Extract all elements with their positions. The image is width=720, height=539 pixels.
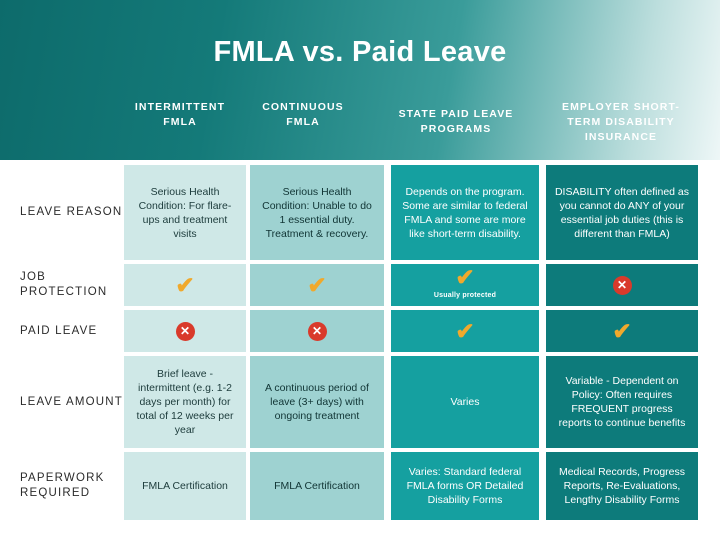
check-icon: ✔ xyxy=(455,264,475,290)
check-icon: ✔ xyxy=(455,318,475,344)
cell-leave-amount-continuous: A continuous period of leave (3+ days) with ongoing treatment xyxy=(250,356,384,448)
check-icon: ✔ xyxy=(175,272,195,298)
cell-leave-amount-employer: Variable - Dependent on Policy: Often requires FREQUENT progress reports to continue benefits xyxy=(546,356,698,448)
column-header-intermittent-fmla: INTERMITTENT FMLA xyxy=(134,101,226,128)
cell-job-protection-intermittent xyxy=(124,264,246,306)
column-header-employer-std: EMPLOYER SHORT-TERM DISABILITY INSURANCE xyxy=(561,101,680,143)
row-label-paperwork-required: PAPERWORK REQUIRED xyxy=(20,472,105,499)
cell-job-protection-employer xyxy=(546,264,698,306)
cell-leave-amount-state: Varies xyxy=(391,356,539,448)
cell-paperwork-state: Varies: Standard federal FMLA forms OR Detailed Disability Forms xyxy=(391,452,539,520)
cell-leave-reason-continuous: Serious Health Condition: Unable to do 1 essential duty. Treatment & recovery. xyxy=(250,165,384,260)
row-label-leave-amount: LEAVE AMOUNT xyxy=(20,395,124,408)
cell-paid-leave-employer xyxy=(546,310,698,352)
cell-leave-reason-state: Depends on the program. Some are similar to federal FMLA and some are more like short-term disability. xyxy=(391,165,539,260)
cell-job-protection-continuous xyxy=(250,264,384,306)
cell-note-usually-protected: Usually protected xyxy=(433,292,497,299)
cell-paperwork-intermittent: FMLA Certification xyxy=(124,452,246,520)
cell-paperwork-continuous: FMLA Certification xyxy=(250,452,384,520)
cross-circle-icon: ✕ xyxy=(176,322,195,341)
column-header-state-paid-leave: STATE PAID LEAVE PROGRAMS xyxy=(398,108,514,135)
row-label-paid-leave: PAID LEAVE xyxy=(20,324,98,337)
column-header-continuous-fmla: CONTINUOUS FMLA xyxy=(262,101,344,128)
cell-leave-reason-employer: DISABILITY often defined as you cannot do ANY of your essential job duties (this is different than FMLA) xyxy=(546,165,698,260)
icon-group xyxy=(612,318,632,344)
icon-group xyxy=(455,318,475,344)
cell-leave-amount-intermittent: Brief leave - intermittent (e.g. 1-2 days per month) for total of 12 weeks per year xyxy=(124,356,246,448)
cross-circle-icon: ✕ xyxy=(308,322,327,341)
icon-group xyxy=(433,264,497,303)
cell-leave-reason-intermittent: Serious Health Condition: For flare-ups and treatment visits xyxy=(124,165,246,260)
row-label-job-protection: JOB PROTECTION xyxy=(20,271,108,298)
icon-group xyxy=(308,322,327,341)
cell-paid-leave-state xyxy=(391,310,539,352)
icon-group xyxy=(175,272,195,298)
icon-group xyxy=(613,276,632,295)
cell-job-protection-state xyxy=(391,264,539,306)
icon-group xyxy=(307,272,327,298)
cell-paid-leave-intermittent xyxy=(124,310,246,352)
check-icon: ✔ xyxy=(307,272,327,298)
icon-group xyxy=(176,322,195,341)
cell-paperwork-employer: Medical Records, Progress Reports, Re-Evaluations, Lengthy Disability Forms xyxy=(546,452,698,520)
check-icon: ✔ xyxy=(612,318,632,344)
cross-circle-icon: ✕ xyxy=(613,276,632,295)
row-label-leave-reason: LEAVE REASON xyxy=(20,206,123,218)
cell-paid-leave-continuous xyxy=(250,310,384,352)
page-title: FMLA vs. Paid Leave xyxy=(213,36,507,68)
